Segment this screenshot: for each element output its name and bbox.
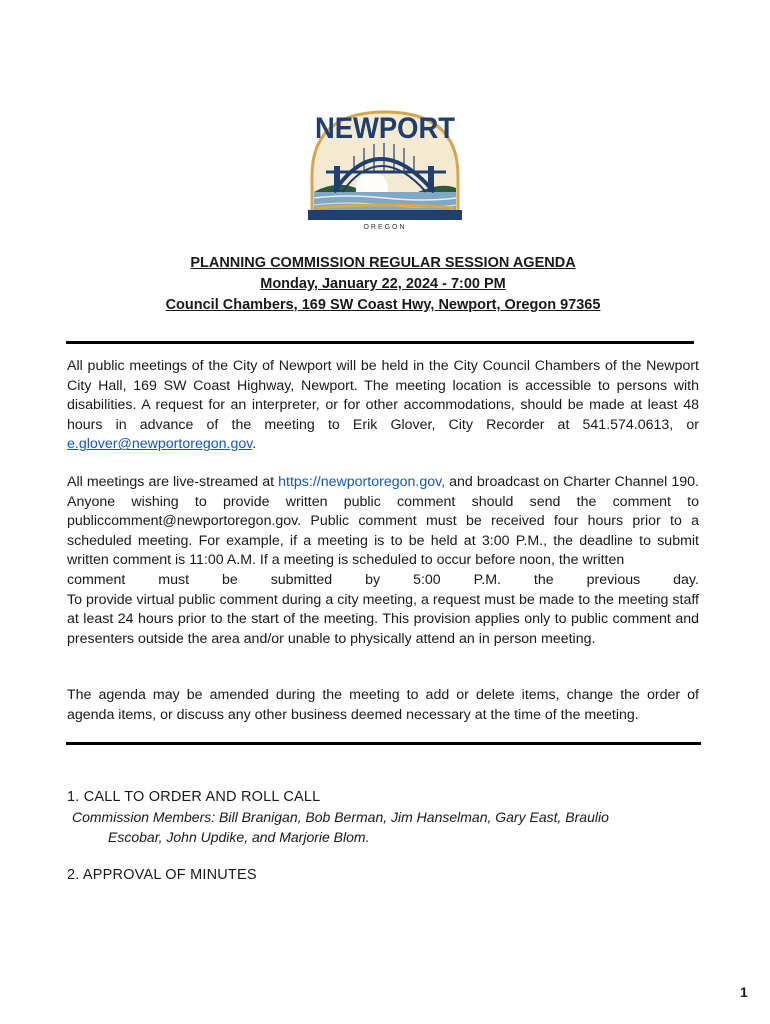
spread-word: P.M. xyxy=(473,571,501,588)
agenda-header xyxy=(0,253,766,316)
livestream-paragraph xyxy=(67,473,699,649)
spread-line xyxy=(67,571,699,591)
section-call-to-order: 1. CALL TO ORDER AND ROLL CALL xyxy=(67,789,321,805)
logo-state-text: OREGON xyxy=(363,224,407,230)
spread-word: day. xyxy=(673,571,699,588)
members-line-2: Escobar, John Updike, and Marjorie Blom. xyxy=(108,828,370,845)
logo-city-text: NEWPORT xyxy=(315,112,455,145)
meeting-location: Council Chambers, 169 SW Coast Hwy, Newport, Oregon 97365 xyxy=(165,297,601,313)
agenda-title: PLANNING COMMISSION REGULAR SESSION AGENDA xyxy=(190,255,576,271)
spread-word: by xyxy=(365,571,381,588)
amendment-paragraph: The agenda may be amended during the meeting to add or delete items, change the order of agenda items, or discuss any other business deemed necessary at the time of the meeting. xyxy=(67,687,699,723)
accessibility-text: All public meetings of the City of Newport will be held in the City Council Chambers of the Newport City Hall, 169 SW Coast Highway, Newport. The meeting location is accessible to persons with disabilities. A request for an interpreter, or for other accommodations, should be made at least 48 hours in advance of the meeting to Erik Glover, City Recorder at 541.574.0613, or xyxy=(67,358,699,433)
meeting-date: Monday, January 22, 2024 - 7:00 PM xyxy=(260,276,506,292)
spread-word: the xyxy=(533,571,554,588)
divider-top xyxy=(66,341,694,344)
members-line-1: Commission Members: Bill Branigan, Bob Berman, Jim Hanselman, Gary East, Braulio xyxy=(72,809,609,825)
bridge-logo-icon xyxy=(306,106,464,230)
spread-word: previous xyxy=(586,571,641,588)
commission-members xyxy=(72,808,712,847)
newport-logo xyxy=(306,106,464,230)
page-number: 1 xyxy=(740,984,748,1000)
livestream-text-start: All meetings are live-streamed at xyxy=(67,474,279,490)
divider-bottom xyxy=(66,742,701,745)
accessibility-end: . xyxy=(252,436,257,453)
accessibility-paragraph xyxy=(67,357,699,455)
recorder-email-link[interactable]: e.glover@newportoregon.gov xyxy=(67,436,253,453)
spread-word: submitted xyxy=(270,571,333,588)
website-link[interactable]: https://newportoregon.gov, xyxy=(278,474,446,490)
spread-word: must xyxy=(158,571,190,588)
spread-word: comment xyxy=(67,571,126,588)
livestream-text-middle: and broadcast on Charter Channel 190. Anyone wishing to provide written public comment should send the comment to publiccomment@newportoregon.gov. Public comment must be received four hours prior to a scheduled meeting. For example, if a meeting is to be held at 3:00 P.M., the deadline to submit written comment is 11:00 A.M. If a meeting is scheduled to occur before noon, the written xyxy=(67,474,699,569)
spread-word: 5:00 xyxy=(413,571,441,588)
virtual-comment-text: To provide virtual public comment during a city meeting, a request must be made to the meeting staff at least 24 hours prior to the start of the meeting. This provision applies only to public comment and presenters outside the area and/or unable to physically attend an in person meeting. xyxy=(67,591,699,647)
spread-word: be xyxy=(221,571,238,588)
section-approval-of-minutes: 2. APPROVAL OF MINUTES xyxy=(67,867,257,883)
